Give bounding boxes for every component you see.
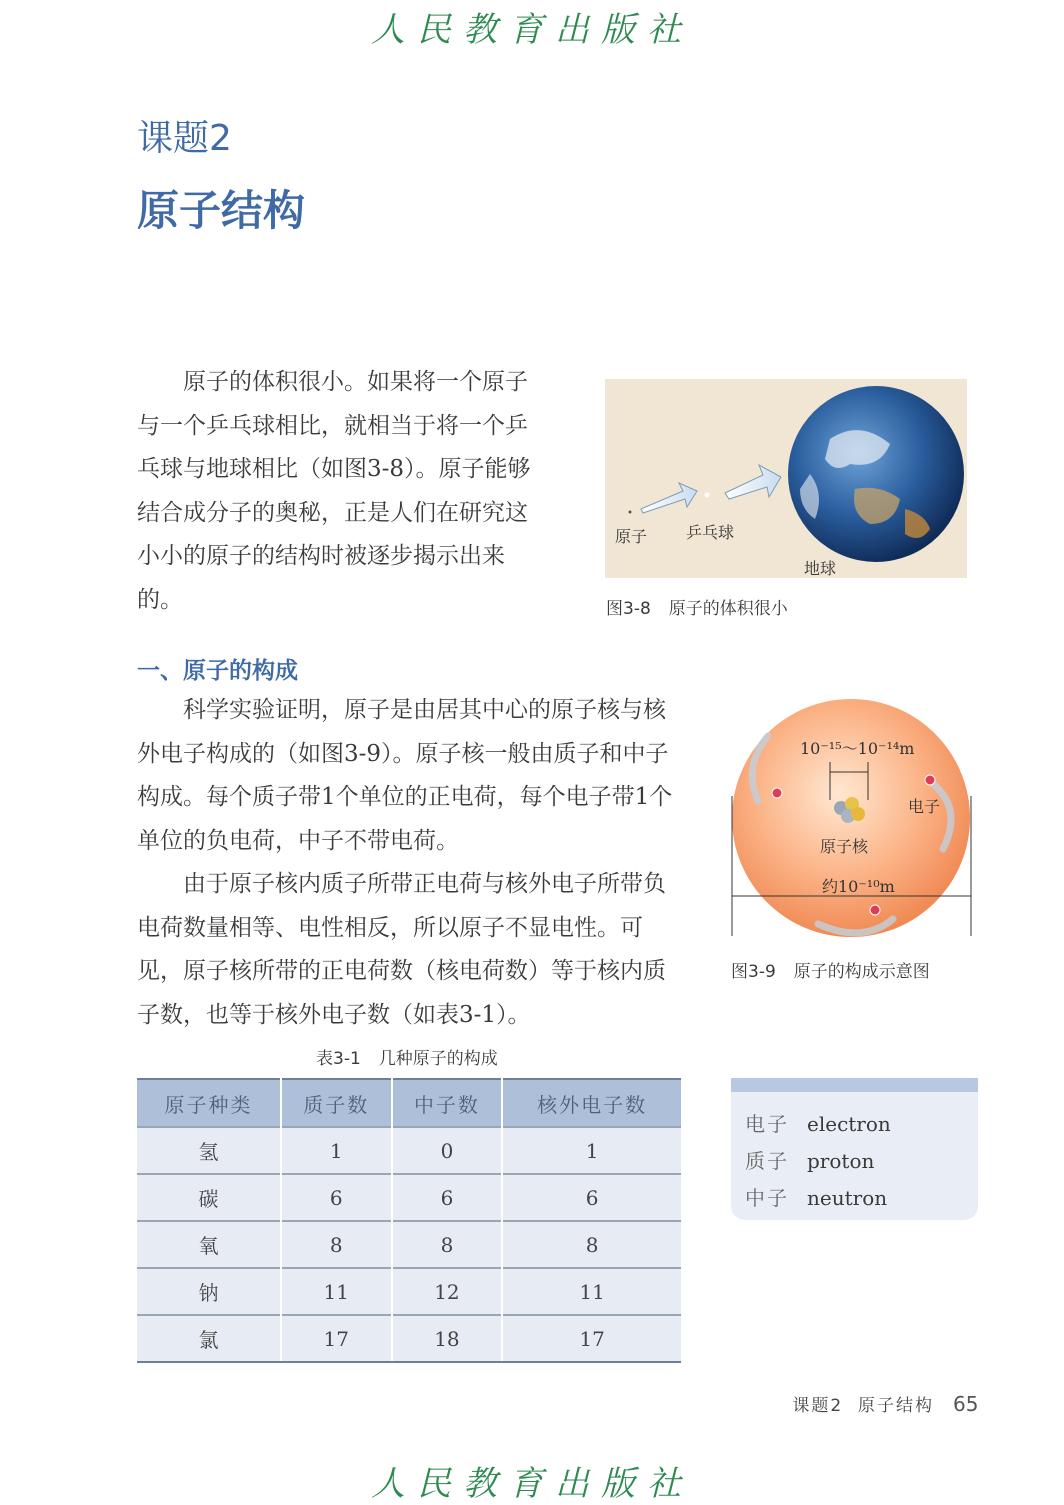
caption-text: 原子的体积很小 <box>668 599 788 619</box>
running-footer <box>792 1391 934 1416</box>
header-neutrons: 中子数 <box>392 1079 503 1127</box>
label-pingpong: 乒乓球 <box>686 523 735 542</box>
header-protons: 质子数 <box>281 1079 392 1127</box>
electron-label: 电子 <box>908 797 941 816</box>
caption-number: 表3-1 <box>316 1049 361 1069</box>
table-cell: 碳 <box>137 1174 281 1221</box>
vocab-chinese: 质子 <box>745 1149 789 1173</box>
caption-number: 图3-9 <box>731 962 776 982</box>
table-row <box>137 1174 681 1221</box>
label-atom: 原子 <box>615 527 648 546</box>
figure-atom-size <box>605 379 967 578</box>
table-row <box>137 1315 681 1362</box>
table-cell: 6 <box>281 1174 392 1221</box>
publisher-logo-top: 人民教育出版社 <box>371 10 693 50</box>
atom-composition-table <box>137 1078 681 1363</box>
table-cell: 8 <box>502 1221 681 1268</box>
figure-caption-3-8 <box>606 594 788 619</box>
arrow-2 <box>725 465 781 499</box>
footer-lesson: 课题2 <box>792 1396 844 1416</box>
section-heading: 一、原子的构成 <box>137 658 298 684</box>
table-cell: 17 <box>502 1315 681 1362</box>
earth-globe <box>788 386 964 562</box>
electron-3 <box>870 905 880 915</box>
atom-dot <box>629 511 632 514</box>
table-cell: 8 <box>392 1221 503 1268</box>
nucleus-size-label: 10⁻¹⁵～10⁻¹⁴m <box>800 739 915 758</box>
atom-size-label: 约10⁻¹⁰m <box>822 877 895 896</box>
vocab-chinese: 中子 <box>745 1186 789 1210</box>
table-cell: 8 <box>281 1221 392 1268</box>
page-title: 原子结构 <box>137 186 306 235</box>
section-body <box>137 689 682 1037</box>
figure-atom-structure <box>728 696 976 944</box>
arrow-1 <box>641 483 697 513</box>
table-cell: 氧 <box>137 1221 281 1268</box>
vocab-english: proton <box>807 1149 875 1173</box>
label-earth: 地球 <box>804 559 837 578</box>
pingpong-dot <box>705 493 710 498</box>
table-cell: 0 <box>392 1127 503 1174</box>
vocab-item <box>745 1145 874 1174</box>
section-paragraph-1: 科学实验证明，原子是由居其中心的原子核与核外电子构成的（如图3-9）。原子核一般由质子和中子构成。每个质子带1个单位的正电荷，每个电子带1个单位的负电荷，中子不带电荷。 <box>137 697 673 854</box>
page-number: 65 <box>953 1392 979 1416</box>
table-cell: 6 <box>502 1174 681 1221</box>
table-row <box>137 1268 681 1315</box>
table-cell: 钠 <box>137 1268 281 1315</box>
figure-caption-3-9 <box>731 957 930 982</box>
caption-text: 原子的构成示意图 <box>793 962 930 982</box>
lesson-label: 课题2 <box>137 118 232 159</box>
caption-number: 图3-8 <box>606 599 651 619</box>
publisher-logo-bottom: 人民教育出版社 <box>371 1464 693 1504</box>
table-cell: 11 <box>281 1268 392 1315</box>
vocabulary-box <box>731 1078 978 1220</box>
vocab-english: neutron <box>807 1186 888 1210</box>
vocab-item <box>745 1108 891 1137</box>
table-row <box>137 1127 681 1174</box>
header-atom-type: 原子种类 <box>137 1079 281 1127</box>
table-cell: 1 <box>281 1127 392 1174</box>
intro-paragraph <box>137 361 537 622</box>
vocab-chinese: 电子 <box>745 1112 789 1136</box>
electron-2 <box>925 775 935 785</box>
table-cell: 17 <box>281 1315 392 1362</box>
vocab-item <box>745 1182 887 1211</box>
table-cell: 6 <box>392 1174 503 1221</box>
vocab-english: electron <box>807 1112 891 1136</box>
table-cell: 氯 <box>137 1315 281 1362</box>
atom-size-illustration <box>605 379 967 578</box>
table-row <box>137 1221 681 1268</box>
vocabulary-box-bar <box>731 1078 978 1092</box>
caption-text: 几种原子的构成 <box>378 1049 498 1069</box>
header-electrons: 核外电子数 <box>502 1079 681 1127</box>
table-cell: 1 <box>502 1127 681 1174</box>
table-cell: 11 <box>502 1268 681 1315</box>
section-paragraph-2: 由于原子核内质子所带正电荷与核外电子所带负电荷数量相等、电性相反，所以原子不显电性。可见，原子核所带的正电荷数（核电荷数）等于核内质子数，也等于核外电子数（如表3-1）。 <box>137 871 666 1028</box>
electron-1 <box>772 788 782 798</box>
table-caption <box>316 1044 498 1069</box>
table-cell: 18 <box>392 1315 503 1362</box>
nucleus-label: 原子核 <box>820 837 869 856</box>
table-cell: 氢 <box>137 1127 281 1174</box>
footer-title: 原子结构 <box>858 1396 934 1416</box>
table-header-row <box>137 1079 681 1127</box>
table-cell: 12 <box>392 1268 503 1315</box>
atom-structure-diagram <box>728 696 976 944</box>
intro-text: 原子的体积很小。如果将一个原子与一个乒乓球相比，就相当于将一个乒乓球与地球相比（如图3-8）。原子能够结合成分子的奥秘，正是人们在研究这小小的原子的结构时被逐步揭示出来的。 <box>137 369 531 613</box>
